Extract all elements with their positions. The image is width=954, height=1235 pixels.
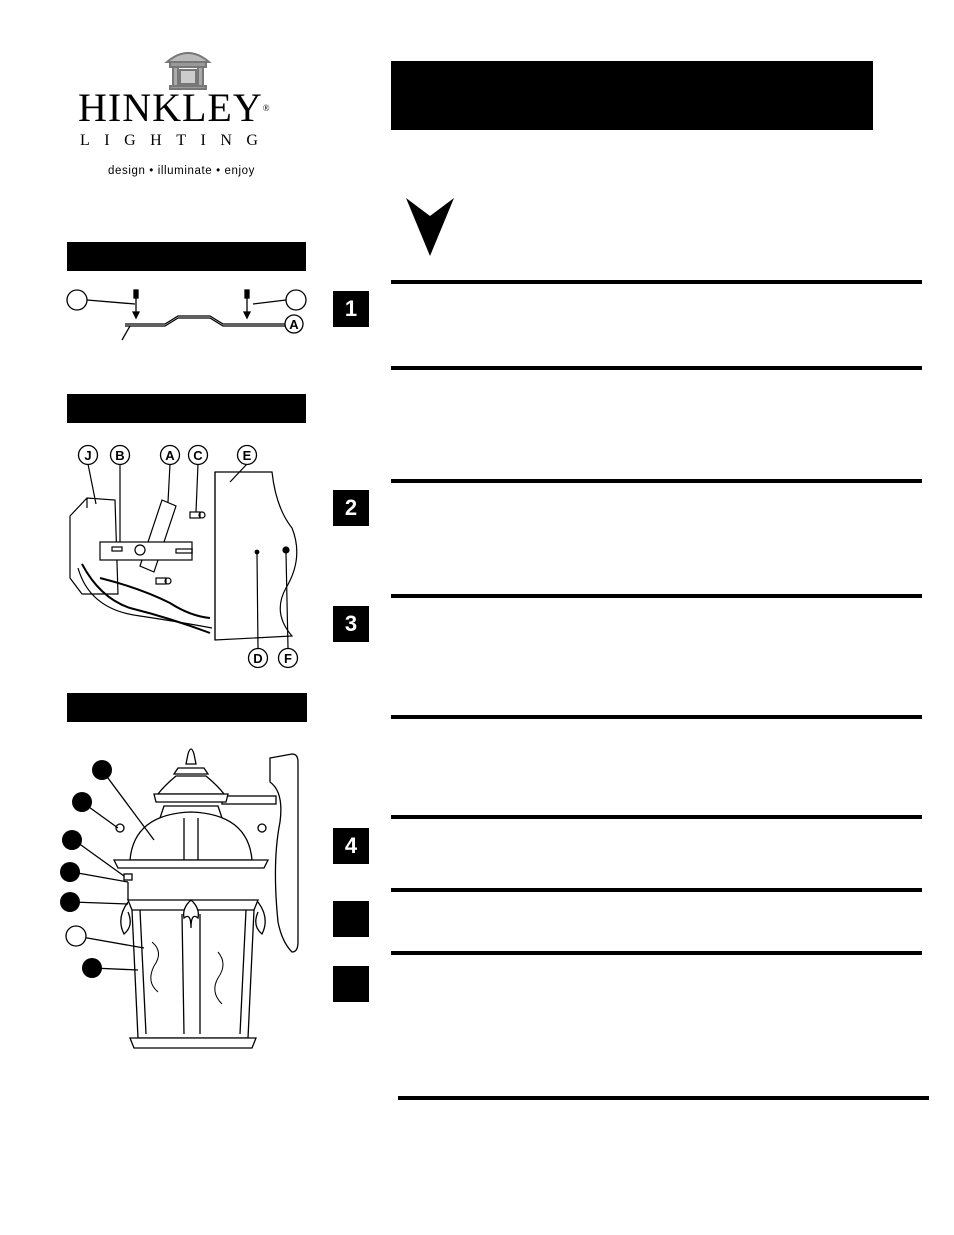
callout-e bbox=[238, 446, 257, 465]
divider-rule bbox=[391, 715, 922, 719]
divider-rule bbox=[391, 366, 922, 370]
step-box-3: 3 bbox=[333, 606, 369, 642]
step-box-2: 2 bbox=[333, 490, 369, 526]
callout-j bbox=[79, 446, 98, 465]
step-box-4: 4 bbox=[333, 828, 369, 864]
divider-rule bbox=[391, 280, 922, 284]
step-box-6 bbox=[333, 966, 369, 1002]
lantern-diagram bbox=[58, 742, 308, 1058]
step-box-1: 1 bbox=[333, 291, 369, 327]
svg-text:A: A bbox=[165, 448, 175, 463]
svg-text:E: E bbox=[242, 448, 252, 463]
divider-rule bbox=[391, 594, 922, 598]
divider-rule bbox=[391, 815, 922, 819]
hinkley-logo bbox=[70, 40, 310, 190]
mounting-strap-diagram bbox=[60, 282, 320, 352]
brand-subtitle: LIGHTING bbox=[80, 132, 273, 149]
svg-text:F: F bbox=[284, 651, 292, 666]
step-box-5 bbox=[333, 901, 369, 937]
section-header-1 bbox=[67, 242, 306, 271]
brand-name: HINKLEY® bbox=[78, 85, 271, 130]
callout-f bbox=[279, 649, 298, 668]
svg-text:D: D bbox=[253, 651, 263, 666]
callout-a bbox=[285, 315, 303, 333]
divider-rule bbox=[391, 888, 922, 892]
divider-rule bbox=[398, 1096, 929, 1100]
title-bar bbox=[391, 61, 873, 130]
callout-a bbox=[161, 446, 180, 465]
section-header-3 bbox=[67, 693, 307, 722]
arrow-down-icon bbox=[404, 196, 458, 258]
section-header-2 bbox=[67, 394, 306, 423]
svg-text:J: J bbox=[84, 448, 92, 463]
svg-text:C: C bbox=[193, 448, 203, 463]
lantern-logo-icon bbox=[70, 40, 310, 90]
wiring-diagram bbox=[60, 438, 320, 674]
callout-markers bbox=[60, 760, 112, 978]
divider-rule bbox=[391, 951, 922, 955]
divider-rule bbox=[391, 479, 922, 483]
callout-c bbox=[189, 446, 208, 465]
svg-text:A: A bbox=[289, 317, 299, 332]
callout-d bbox=[249, 649, 268, 668]
svg-text:B: B bbox=[115, 448, 125, 463]
brand-tagline: design • illuminate • enjoy bbox=[108, 165, 255, 177]
callout-b bbox=[111, 446, 130, 465]
